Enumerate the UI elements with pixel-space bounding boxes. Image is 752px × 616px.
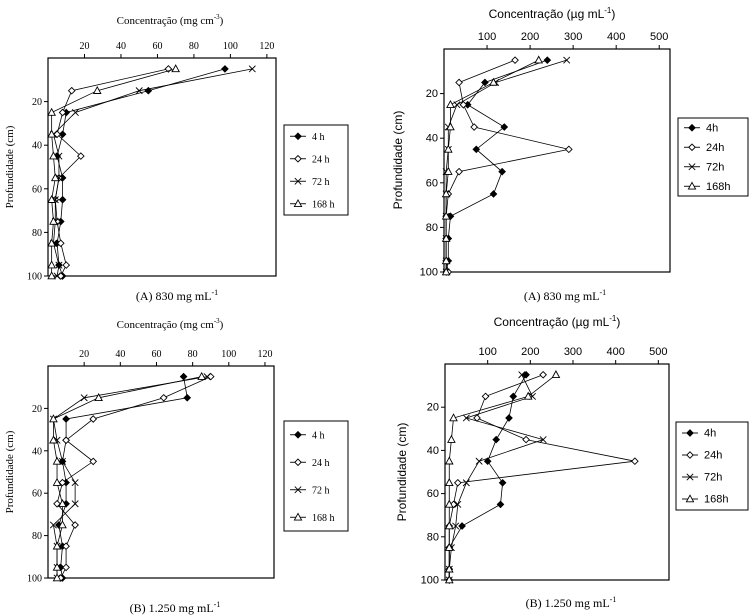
legend-label: 4 h — [312, 131, 325, 143]
caption-text: (B) 1.250 mg mL — [129, 601, 214, 615]
x-tick-label: 40 — [115, 349, 126, 360]
x-axis-label-sup: -1 — [609, 314, 617, 323]
legend-label: 24 h — [312, 154, 330, 166]
y-tick-label: 40 — [425, 132, 438, 145]
y-tick-label: 20 — [32, 97, 42, 109]
x-axis-label — [117, 13, 224, 27]
y-axis-label: Profundidade (cm) — [4, 125, 16, 209]
y-tick-label: 60 — [32, 488, 42, 500]
x-axis-label-end: ) — [219, 319, 224, 331]
x-axis-label-text: Concentração (mg cm — [116, 319, 214, 331]
y-tick-label: 80 — [32, 531, 42, 543]
x-tick-label: 20 — [79, 41, 90, 52]
x-axis-label-sup: -3 — [213, 13, 220, 21]
x-tick-label: 20 — [79, 349, 90, 360]
y-tick-label: 60 — [32, 184, 42, 196]
y-tick-label: 80 — [426, 531, 439, 544]
chart-a2 — [376, 0, 752, 306]
x-axis-label — [117, 317, 224, 331]
x-axis-label — [489, 6, 616, 21]
y-tick-label: 80 — [32, 227, 42, 239]
x-tick-label: 400 — [607, 31, 626, 43]
caption-text: (A) 830 mg mL — [523, 289, 600, 303]
y-tick-label: 20 — [425, 88, 438, 101]
x-tick-label: 300 — [563, 31, 583, 43]
legend-label: 72 h — [312, 485, 330, 497]
x-axis-label-end: ) — [616, 315, 621, 329]
legend-label: 168h — [706, 180, 731, 193]
chart-b2 — [376, 306, 752, 613]
plot-area — [444, 49, 670, 272]
chart-caption-b2 — [496, 595, 646, 611]
legend-label: 72 h — [312, 176, 330, 188]
chart-b1 — [0, 306, 376, 613]
legend-label: 24h — [706, 141, 725, 154]
x-tick-label: 60 — [152, 41, 163, 52]
x-axis-label-text: Concentração (mg cm — [116, 15, 214, 27]
x-tick-label: 120 — [259, 41, 275, 52]
chart-caption-b1 — [100, 600, 250, 616]
caption-sup: -1 — [211, 288, 219, 297]
caption-sup: -1 — [609, 595, 617, 604]
x-tick-label: 60 — [151, 349, 162, 360]
x-axis-label-end: ) — [219, 15, 224, 27]
x-axis-label-sup: -1 — [604, 6, 612, 15]
y-tick-label: 100 — [27, 573, 42, 585]
y-tick-label: 60 — [426, 488, 439, 501]
legend-label: 168 h — [312, 199, 335, 211]
chart-caption-a2 — [500, 288, 630, 304]
x-axis-label — [494, 314, 621, 329]
y-axis-label: Profundidade (cm) — [391, 110, 405, 210]
x-tick-label: 100 — [477, 31, 497, 43]
x-tick-label: 120 — [257, 349, 273, 360]
x-tick-label: 500 — [649, 346, 668, 358]
y-tick-label: 40 — [32, 140, 42, 152]
y-tick-label: 100 — [420, 574, 439, 587]
x-axis-label-text: Concentração (µg mL — [488, 7, 605, 21]
y-tick-label: 60 — [425, 177, 438, 190]
caption-sup: -1 — [599, 288, 607, 297]
legend-label: 4h — [706, 122, 719, 135]
caption-text: (B) 1.250 mg mL — [525, 596, 610, 610]
legend-label: 72h — [704, 471, 723, 484]
y-tick-label: 20 — [426, 401, 439, 414]
x-tick-label: 80 — [188, 41, 199, 52]
x-tick-label: 80 — [187, 349, 198, 360]
chart-panel-a2 — [376, 0, 752, 306]
x-tick-label: 100 — [478, 346, 497, 358]
x-axis-label-sup: -3 — [213, 317, 220, 325]
y-tick-label: 100 — [419, 266, 438, 279]
x-tick-label: 400 — [606, 346, 625, 358]
x-tick-label: 200 — [521, 346, 540, 358]
y-axis-label: Profundidade (cm) — [395, 422, 409, 522]
y-tick-label: 40 — [426, 444, 439, 457]
caption-sup: -1 — [213, 600, 221, 609]
x-tick-label: 100 — [222, 41, 238, 52]
y-tick-label: 100 — [27, 271, 42, 283]
chart-a1 — [0, 0, 376, 306]
chart-panel-b2 — [376, 306, 752, 613]
x-tick-label: 500 — [650, 31, 669, 43]
chart-panel-b1 — [0, 306, 376, 613]
plot-area — [48, 58, 276, 276]
legend-label: 168h — [704, 493, 729, 506]
y-tick-label: 80 — [425, 221, 438, 234]
x-tick-label: 200 — [520, 31, 540, 43]
legend-label: 4 h — [312, 430, 325, 442]
caption-text: (A) 830 mg mL — [135, 289, 212, 303]
legend-label: 168 h — [312, 512, 335, 524]
x-tick-label: 40 — [115, 41, 126, 52]
chart-caption-a1 — [112, 288, 242, 304]
legend-label: 24h — [704, 449, 723, 462]
x-axis-label-text: Concentração (µg mL — [493, 315, 610, 329]
x-axis-label-end: ) — [611, 7, 616, 21]
legend-label: 72h — [706, 161, 725, 174]
x-tick-label: 100 — [221, 349, 237, 360]
y-tick-label: 20 — [32, 403, 42, 415]
legend-label: 4h — [704, 427, 717, 440]
y-axis-label: Profundidade (cm) — [4, 430, 16, 514]
chart-panel-a1 — [0, 0, 376, 306]
x-tick-label: 300 — [563, 346, 583, 358]
plot-area — [445, 364, 669, 580]
legend-label: 24 h — [312, 457, 330, 469]
y-tick-label: 40 — [32, 446, 42, 458]
